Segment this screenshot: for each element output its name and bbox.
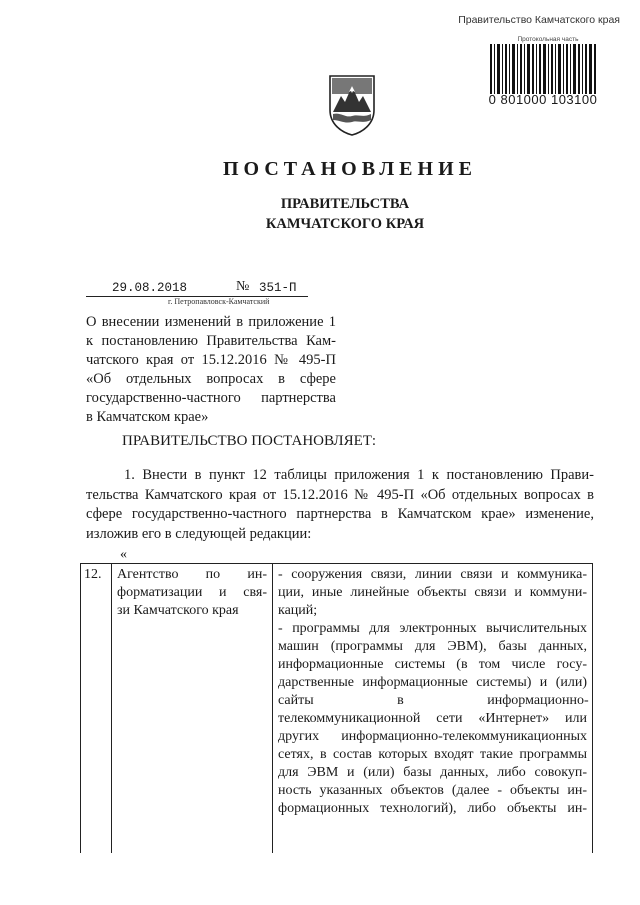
paragraph-1 (86, 466, 594, 544)
document-number: 351-П (259, 281, 297, 295)
object-line: ции, иные линейные объекты связи и коммуни- (278, 585, 587, 600)
objects-cell (273, 564, 593, 854)
issuer-line: КАМЧАТСКОГО КРАЯ (265, 216, 425, 232)
paragraph-line: тельства Камчатского края от 15.12.2016 № 495-П «Об отдельных вопросах в (86, 486, 594, 503)
object-line: машин (программы для ЭВМ), базы данных, (278, 639, 587, 654)
subject-line: «Об отдельных вопросах в сфере (86, 371, 336, 387)
organization-stamp: Правительство Камчатского края (458, 14, 620, 26)
subject-line: О внесении изменений в приложение 1 (86, 314, 336, 330)
subject-line: чатского края от 15.12.2016 № 495-П (86, 352, 336, 368)
object-line: сетях, в состав которых входят такие программы (278, 747, 587, 762)
kamchatka-emblem-icon (327, 72, 377, 136)
object-line: телекоммуникационной сети «Интернет» или (278, 711, 587, 726)
barcode (488, 44, 598, 94)
city-label: г. Петропавловск-Камчатский (168, 297, 270, 306)
object-line: дарственные информационные системы) и (или) (278, 675, 587, 690)
agency-line: Агентство по ин- (117, 567, 267, 582)
object-line: - сооружения связи, линии связи и коммуника- (278, 567, 587, 582)
object-line: формационных технологий), либо объекты ин- (278, 801, 587, 816)
object-line: сайты в информационно- (278, 693, 589, 708)
subject-line: государственно-частного партнерства (86, 390, 336, 406)
document-subject (86, 313, 336, 427)
barcode-number: 0 801000 103100 (488, 92, 598, 107)
paragraph-line: сфере государственно-частного партнерства в Камчатском крае» изменение, (86, 506, 594, 522)
agency-cell (112, 564, 273, 854)
object-line: других информационно-телекоммуникационных (278, 729, 587, 744)
decree-heading: ПРАВИТЕЛЬСТВО ПОСТАНОВЛЯЕТ: (122, 433, 377, 449)
protocol-label: Протокольная часть (517, 36, 579, 43)
issuer-title (210, 194, 480, 234)
object-line: каций; (278, 603, 318, 618)
agency-line: зи Камчатского края (117, 603, 239, 618)
subject-line: к постановлению Правительства Кам- (86, 333, 336, 349)
agency-line: форматизации и свя- (117, 585, 267, 600)
row-number: 12. (81, 564, 112, 854)
opening-quote: « (120, 547, 127, 562)
document-date: 29.08.2018 (112, 281, 188, 295)
document-title: ПОСТАНОВЛЕНИЕ (223, 158, 477, 180)
object-line: - программы для электронных вычислительных (278, 621, 587, 636)
object-line: информационные системы (в том числе госу- (278, 657, 587, 672)
object-line: для ЭВМ и (или) базы данных, либо совокуп- (278, 765, 587, 780)
number-sign: № (236, 279, 250, 294)
issuer-line: ПРАВИТЕЛЬСТВА (280, 196, 410, 212)
table-row (81, 564, 593, 854)
subject-line: в Камчатском крае» (86, 409, 209, 425)
paragraph-line: изложив его в следующей редакции: (86, 525, 312, 542)
paragraph-line: 1. Внести в пункт 12 таблицы приложения 1 к постановлению Прави- (124, 467, 594, 483)
object-line: ность указанных объектов (далее - объекты ин- (278, 783, 587, 798)
amendment-table (80, 563, 593, 853)
